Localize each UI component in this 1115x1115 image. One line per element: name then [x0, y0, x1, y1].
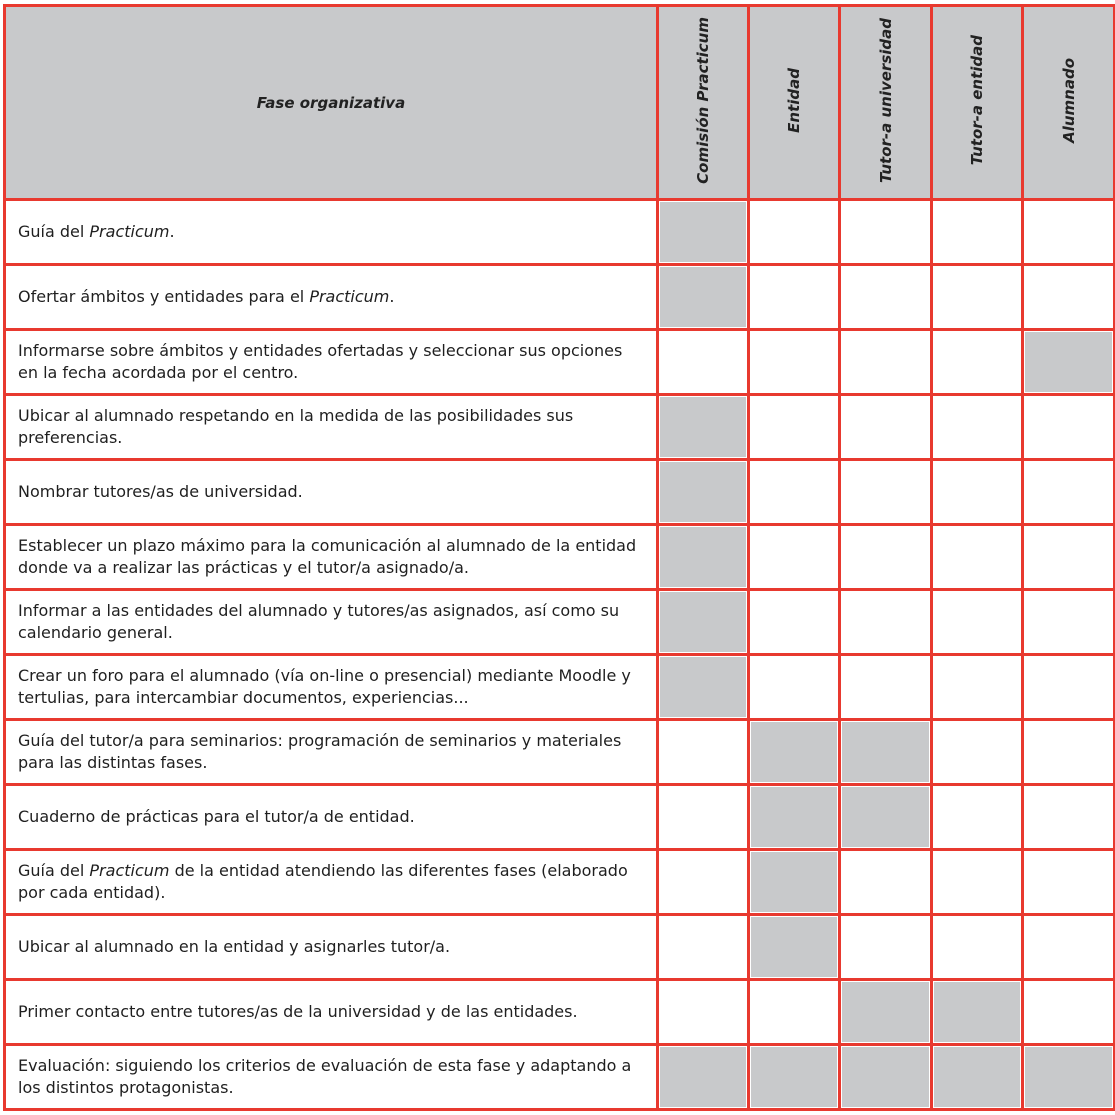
responsibility-cell-marked: [658, 200, 749, 265]
table-row: [5, 850, 1115, 915]
table-row: [5, 395, 1115, 460]
responsibility-cell: [1023, 395, 1115, 460]
responsibility-cell-marked: [840, 720, 932, 785]
phase-text-pre: Ubicar al alumnado en la entidad y asignarles tutor/a.: [18, 937, 451, 956]
responsibility-cell-marked: [1023, 330, 1115, 395]
responsibility-cell: [932, 265, 1023, 330]
responsibility-cell: [840, 395, 932, 460]
responsibility-cell: [840, 525, 932, 590]
table-row: [5, 720, 1115, 785]
responsibility-cell: [749, 655, 840, 720]
responsibility-cell: [749, 460, 840, 525]
responsibility-cell-marked: [749, 915, 840, 980]
table-row: [5, 1045, 1115, 1110]
responsibility-cell: [840, 590, 932, 655]
phase-text-pre: Crear un foro para el alumnado (vía on-line o presencial) mediante Moodle y tertulias, para intercambiar documentos, experiencias...: [18, 666, 631, 707]
phase-text-pre: Ofertar ámbitos y entidades para el: [18, 287, 310, 306]
responsibility-cell: [658, 980, 749, 1045]
responsibility-cell-marked: [749, 850, 840, 915]
responsibility-cell: [1023, 200, 1115, 265]
table-row: [5, 655, 1115, 720]
responsibility-cell: [932, 460, 1023, 525]
header-column-label: Alumnado: [1059, 58, 1078, 143]
phase-text-pre: Evaluación: siguiendo los criterios de evaluación de esta fase y adaptando a los distintos protagonistas.: [18, 1056, 632, 1097]
phase-text-post: de la entidad atendiendo las diferentes fases (elaborado por cada entidad).: [18, 861, 628, 902]
phase-text-pre: Establecer un plazo máximo para la comunicación al alumnado de la entidad donde va a realizar las prácticas y el tutor/a asignado/a.: [18, 536, 637, 577]
responsibility-cell: [749, 590, 840, 655]
header-column-label: Entidad: [785, 68, 803, 133]
phase-cell: [5, 1045, 658, 1110]
responsibility-cell: [749, 980, 840, 1045]
responsibility-cell: [932, 395, 1023, 460]
responsibility-cell-marked: [932, 1045, 1023, 1110]
header-column-label: Comisión Practicum: [694, 17, 712, 184]
responsibility-cell: [932, 525, 1023, 590]
responsibility-cell: [1023, 850, 1115, 915]
phase-text-pre: Cuaderno de prácticas para el tutor/a de entidad.: [18, 807, 415, 826]
phase-text-em: Practicum: [89, 222, 170, 241]
responsibility-cell: [749, 265, 840, 330]
responsibility-cell: [840, 330, 932, 395]
responsibility-cell: [1023, 915, 1115, 980]
responsibility-cell-marked: [658, 460, 749, 525]
table-row: [5, 525, 1115, 590]
responsibility-cell-marked: [749, 720, 840, 785]
responsibility-cell: [749, 330, 840, 395]
responsibility-cell: [1023, 980, 1115, 1045]
header-phase: Fase organizativa: [5, 6, 658, 200]
phase-cell: [5, 785, 658, 850]
phase-cell: [5, 720, 658, 785]
responsibility-cell-marked: [658, 655, 749, 720]
responsibility-cell: [658, 850, 749, 915]
responsibility-cell-marked: [749, 1045, 840, 1110]
phase-cell: [5, 460, 658, 525]
phase-cell: [5, 655, 658, 720]
responsibility-cell: [1023, 460, 1115, 525]
responsibility-cell-marked: [840, 980, 932, 1045]
responsibility-cell-marked: [658, 395, 749, 460]
responsibility-cell-marked: [932, 980, 1023, 1045]
responsibility-cell: [749, 525, 840, 590]
table-row: [5, 915, 1115, 980]
responsibility-cell-marked: [658, 265, 749, 330]
responsibility-cell: [658, 915, 749, 980]
responsibility-cell: [658, 330, 749, 395]
responsibility-cell: [658, 785, 749, 850]
responsibility-cell: [658, 720, 749, 785]
phase-text-pre: Informarse sobre ámbitos y entidades ofertadas y seleccionar sus opciones en la fecha acordada por el centro.: [18, 341, 623, 382]
phase-cell: [5, 525, 658, 590]
phase-text-em: Practicum: [89, 861, 170, 880]
responsibility-cell: [840, 850, 932, 915]
phase-text-pre: Nombrar tutores/as de universidad.: [18, 482, 303, 501]
responsibility-cell: [1023, 720, 1115, 785]
header-column-label: Tutor-a entidad: [968, 35, 986, 166]
responsibility-cell-marked: [840, 1045, 932, 1110]
header-row: [5, 6, 1115, 200]
responsibility-cell-marked: [1023, 1045, 1115, 1110]
responsibility-cell-marked: [658, 1045, 749, 1110]
responsibility-cell-marked: [749, 785, 840, 850]
phase-cell: [5, 330, 658, 395]
table-row: [5, 980, 1115, 1045]
phase-cell: [5, 200, 658, 265]
responsibility-cell-marked: [658, 590, 749, 655]
table-row: [5, 785, 1115, 850]
table-row: [5, 590, 1115, 655]
responsibility-cell: [1023, 525, 1115, 590]
responsibility-cell: [932, 655, 1023, 720]
table-row: [5, 200, 1115, 265]
header-column-label: Tutor-a universidad: [876, 18, 895, 183]
phase-text-pre: Informar a las entidades del alumnado y tutores/as asignados, así como su calendario general.: [18, 601, 620, 642]
responsibility-cell: [932, 720, 1023, 785]
phase-text-pre: Guía del tutor/a para seminarios: programación de seminarios y materiales para las distintas fases.: [18, 731, 622, 772]
responsibility-cell: [932, 200, 1023, 265]
phase-text-post: .: [389, 287, 395, 306]
responsibility-cell: [749, 200, 840, 265]
responsibility-cell: [840, 460, 932, 525]
responsibility-cell: [1023, 590, 1115, 655]
phase-cell: [5, 265, 658, 330]
phase-text-em: Practicum: [309, 287, 390, 306]
responsibility-cell: [840, 655, 932, 720]
responsibility-cell: [932, 850, 1023, 915]
table-row: [5, 460, 1115, 525]
phase-text-pre: Guía del: [18, 861, 90, 880]
responsibility-cell-marked: [658, 525, 749, 590]
responsibility-cell: [1023, 655, 1115, 720]
header-column: [658, 6, 749, 200]
responsibility-cell: [932, 330, 1023, 395]
responsibility-cell: [749, 395, 840, 460]
header-column: [932, 6, 1023, 200]
responsibility-cell: [932, 590, 1023, 655]
table-row: [5, 330, 1115, 395]
phase-text-pre: Primer contacto entre tutores/as de la universidad y de las entidades.: [18, 1002, 578, 1021]
header-column: [1023, 6, 1115, 200]
phase-text-post: .: [169, 222, 175, 241]
responsibility-cell: [932, 915, 1023, 980]
phase-cell: [5, 395, 658, 460]
phase-cell: [5, 590, 658, 655]
responsibility-cell: [840, 915, 932, 980]
phase-cell: [5, 980, 658, 1045]
phase-text-pre: Ubicar al alumnado respetando en la medida de las posibilidades sus preferencias.: [18, 406, 574, 447]
responsibility-cell: [1023, 785, 1115, 850]
phase-cell: [5, 850, 658, 915]
responsibility-cell-marked: [840, 785, 932, 850]
header-column: [749, 6, 840, 200]
phase-cell: [5, 915, 658, 980]
practicum-phases-table: [3, 4, 1115, 1111]
table-row: [5, 265, 1115, 330]
responsibility-cell: [840, 265, 932, 330]
phase-text-pre: Guía del: [18, 222, 90, 241]
header-column: [840, 6, 932, 200]
responsibility-cell: [840, 200, 932, 265]
responsibility-cell: [932, 785, 1023, 850]
responsibility-cell: [1023, 265, 1115, 330]
